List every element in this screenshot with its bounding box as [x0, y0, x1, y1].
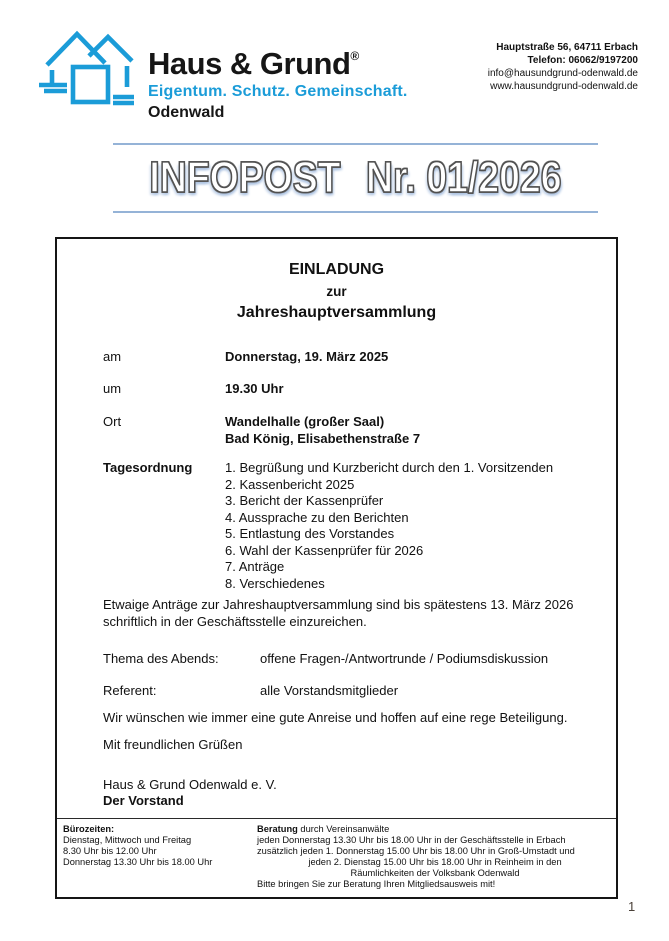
- logo-square: [73, 67, 108, 102]
- consultation-column: [257, 824, 613, 889]
- location-line1: Wandelhalle (großer Saal): [225, 414, 385, 429]
- letter-title-line1: EINLADUNG: [288, 261, 385, 278]
- consultation-intro: durch Vereinsanwälte: [297, 824, 390, 834]
- date-value: Donnerstag, 19. März 2025: [225, 349, 389, 364]
- logo-left-ground-lines: [39, 85, 67, 91]
- letter-title-line3: Jahreshauptversammlung: [236, 304, 437, 321]
- signature-board: Der Vorstand: [103, 793, 184, 808]
- contact-website: www.hausundgrund-odenwald.de: [490, 81, 638, 92]
- agenda-section: [103, 460, 553, 592]
- letter-title-line2: zur: [326, 283, 347, 299]
- agenda-list: [225, 460, 553, 592]
- closing-regards: Mit freundlichen Grüßen: [103, 737, 243, 752]
- time-value: 19.30 Uhr: [225, 381, 284, 396]
- logo-small-roof: [89, 37, 132, 61]
- signature-organization: Haus & Grund Odenwald e. V.: [103, 777, 277, 792]
- infopost-issue-number: Nr. 01/2026: [366, 153, 562, 202]
- office-hours-line: Dienstag, Mittwoch und Freitag: [63, 834, 192, 845]
- speaker-label: Referent:: [103, 683, 157, 698]
- registered-mark: ®: [350, 49, 359, 63]
- contact-email: info@hausundgrund-odenwald.de: [487, 68, 638, 79]
- consultation-line: Räumlichkeiten der Volksbank Odenwald: [350, 867, 520, 878]
- page-number: 1: [628, 899, 636, 914]
- time-label: um: [103, 381, 122, 396]
- letter-title: [57, 259, 616, 324]
- location-line2: Bad König, Elisabethenstraße 7: [225, 430, 421, 446]
- haus-und-grund-logo-icon: [38, 22, 135, 119]
- agenda-item: 3. Bericht der Kassenprüfer: [225, 493, 384, 508]
- brand-block: [148, 40, 408, 122]
- contact-block: [488, 41, 638, 93]
- letter-footer: [57, 818, 616, 897]
- office-hours-line: 8.30 Uhr bis 12.00 Uhr: [63, 845, 157, 856]
- agenda-item: 4. Aussprache zu den Berichten: [225, 509, 409, 525]
- contact-phone: Telefon: 06062/9197200: [527, 55, 638, 66]
- invitation-letter-box: [55, 237, 618, 899]
- consultation-heading: [257, 824, 613, 835]
- logo-right-ground-lines: [113, 97, 134, 103]
- agenda-item: 6. Wahl der Kassenprüfer für 2026: [225, 542, 424, 558]
- infopost-word: INFOPOST: [149, 153, 341, 202]
- infopost-title: [149, 153, 561, 203]
- office-hours-label: Bürozeiten:: [63, 824, 115, 834]
- agenda-item: 8. Verschiedenes: [225, 575, 325, 591]
- deadline-note: Etwaige Anträge zur Jahreshauptversammlung sind bis spätestens 13. März 2026 schriftlich in der Geschäftsstelle einzureichen.: [103, 597, 574, 629]
- brand-name: [148, 40, 408, 80]
- speaker-row: [103, 683, 398, 700]
- contact-address: Hauptstraße 56, 64711 Erbach: [496, 42, 638, 53]
- infopost-banner: [113, 143, 598, 213]
- consultation-line: zusätzlich jeden 1. Donnerstag 15.00 Uhr bis 18.00 Uhr in Groß-Umstadt und: [257, 845, 575, 856]
- location-value: [225, 414, 420, 447]
- consultation-line: jeden 2. Dienstag 15.00 Uhr bis 18.00 Uhr in Reinheim in den: [308, 856, 562, 867]
- topic-label: Thema des Abends:: [103, 651, 219, 666]
- date-label: am: [103, 349, 122, 364]
- office-hours-line: Donnerstag 13.30 Uhr bis 18.00 Uhr: [63, 856, 213, 867]
- topic-value: offene Fragen-/Antwortrunde / Podiumsdiskussion: [260, 651, 549, 666]
- agenda-item: 7. Anträge: [225, 559, 285, 574]
- brand-region: Odenwald: [148, 104, 225, 121]
- detail-row-date: [103, 349, 388, 366]
- detail-row-location: [103, 414, 420, 447]
- topic-row: [103, 651, 548, 668]
- consultation-line: jeden Donnerstag 13.30 Uhr bis 18.00 Uhr in der Geschäftsstelle in Erbach: [257, 834, 566, 845]
- brand-name-text: Haus & Grund: [148, 46, 351, 81]
- consultation-note: Bitte bringen Sie zur Beratung Ihren Mitgliedsausweis mit!: [257, 878, 496, 889]
- closing-wish: Wir wünschen wie immer eine gute Anreise und hoffen auf eine rege Beteiligung.: [103, 710, 568, 725]
- agenda-item: 1. Begrüßung und Kurzbericht durch den 1. Vorsitzenden: [225, 460, 554, 475]
- agenda-item: 5. Entlastung des Vorstandes: [225, 526, 395, 541]
- brand-tagline: Eigentum. Schutz. Gemeinschaft.: [148, 83, 408, 100]
- location-label: Ort: [103, 414, 122, 429]
- detail-row-time: [103, 381, 284, 398]
- consultation-label: Beratung: [257, 824, 298, 834]
- signature-block: [103, 777, 277, 809]
- speaker-value: alle Vorstandsmitglieder: [260, 683, 399, 698]
- agenda-item: 2. Kassenbericht 2025: [225, 476, 355, 492]
- office-hours-column: [63, 824, 212, 868]
- agenda-label: Tagesordnung: [103, 460, 193, 475]
